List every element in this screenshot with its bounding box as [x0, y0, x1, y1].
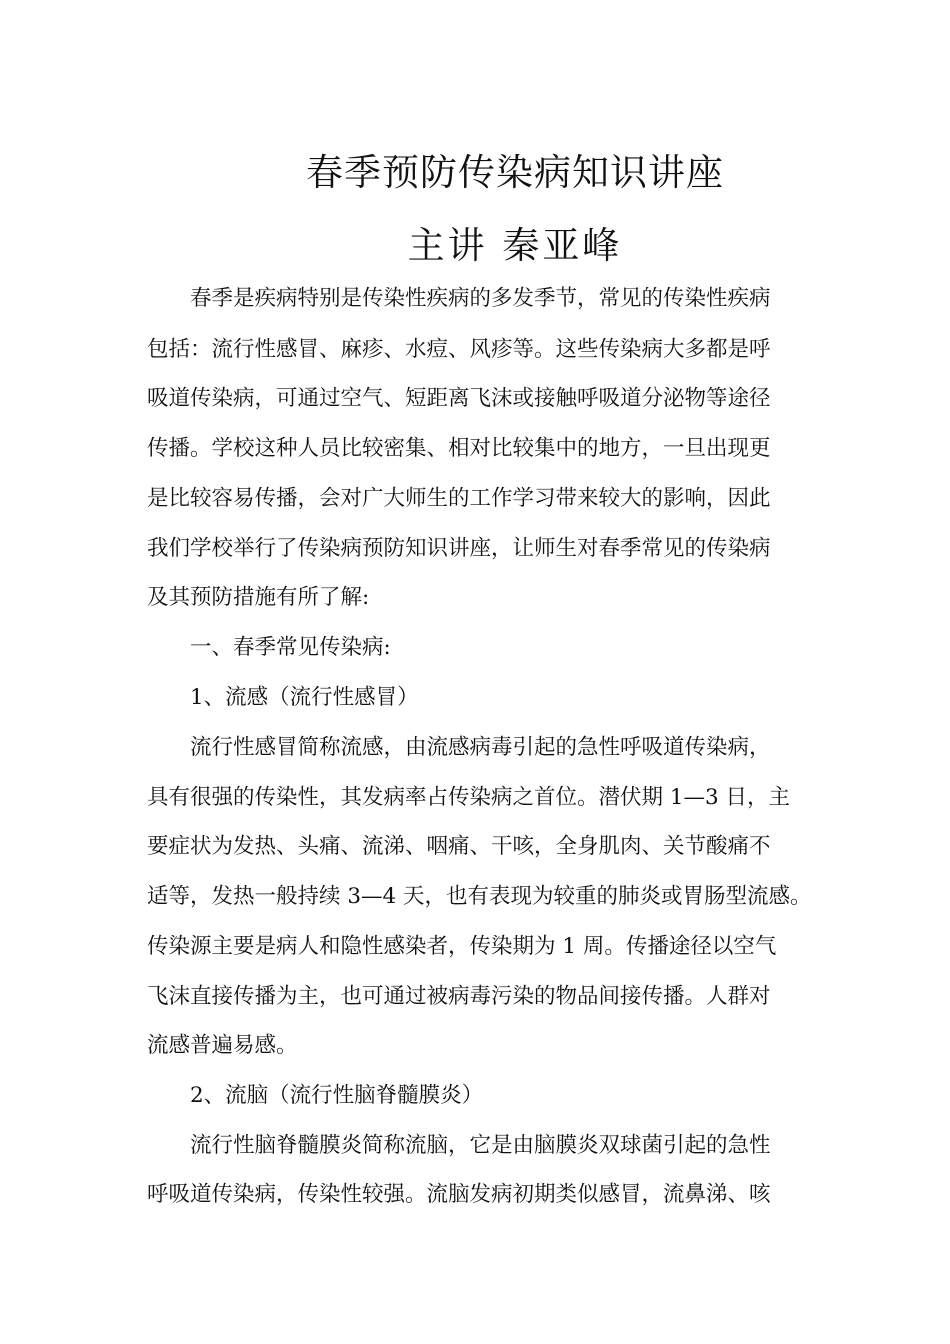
- text-line: 具有很强的传染性，其发病率占传染病之首位。潜伏期 1—3 日，主: [147, 785, 791, 810]
- text-line: 传染源主要是病人和隐性感染者，传染期为 1 周。传播途径以空气: [147, 934, 777, 959]
- text-line: 流行性脑脊髓膜炎简称流脑，它是由脑膜炎双球菌引起的急性: [190, 1133, 771, 1158]
- section-heading: 一、春季常见传染病:: [190, 635, 391, 660]
- text-line: 包括：流行性感冒、麻疹、水痘、风疹等。这些传染病大多都是呼: [147, 337, 771, 362]
- text-line: 春季是疾病特别是传染性疾病的多发季节，常见的传染性疾病: [190, 286, 771, 311]
- subsection-heading: 1、流感（流行性感冒）: [190, 685, 419, 710]
- text-line: 是比较容易传播，会对广大师生的工作学习带来较大的影响，因此: [147, 486, 771, 511]
- text-line: 我们学校举行了传染病预防知识讲座，让师生对春季常见的传染病: [147, 536, 771, 561]
- text-line: 飞沫直接传播为主，也可通过被病毒污染的物品间接传播。人群对: [147, 984, 771, 1009]
- text-line: 呼吸道传染病，传染性较强。流脑发病初期类似感冒，流鼻涕、咳: [147, 1182, 771, 1207]
- text-line: 适等，发热一般持续 3—4 天，也有表现为较重的肺炎或胃肠型流感。: [147, 884, 812, 909]
- text-line: 流行性感冒简称流感，由流感病毒引起的急性呼吸道传染病，: [190, 735, 771, 760]
- lecturer-line: 主讲 秦亚峰: [407, 224, 623, 267]
- document-title: 春季预防传染病知识讲座: [306, 151, 724, 194]
- text-line: 吸道传染病，可通过空气、短距离飞沫或接触呼吸道分泌物等途径: [147, 386, 771, 411]
- text-line: 传播。学校这种人员比较密集、相对比较集中的地方，一旦出现更: [147, 436, 771, 461]
- text-line: 及其预防措施有所了解:: [147, 585, 370, 610]
- text-line: 流感普遍易感。: [147, 1033, 298, 1058]
- subsection-heading: 2、流脑（流行性脑脊髓膜炎）: [190, 1083, 484, 1108]
- text-line: 要症状为发热、头痛、流涕、咽痛、干咳，全身肌肉、关节酸痛不: [147, 834, 771, 859]
